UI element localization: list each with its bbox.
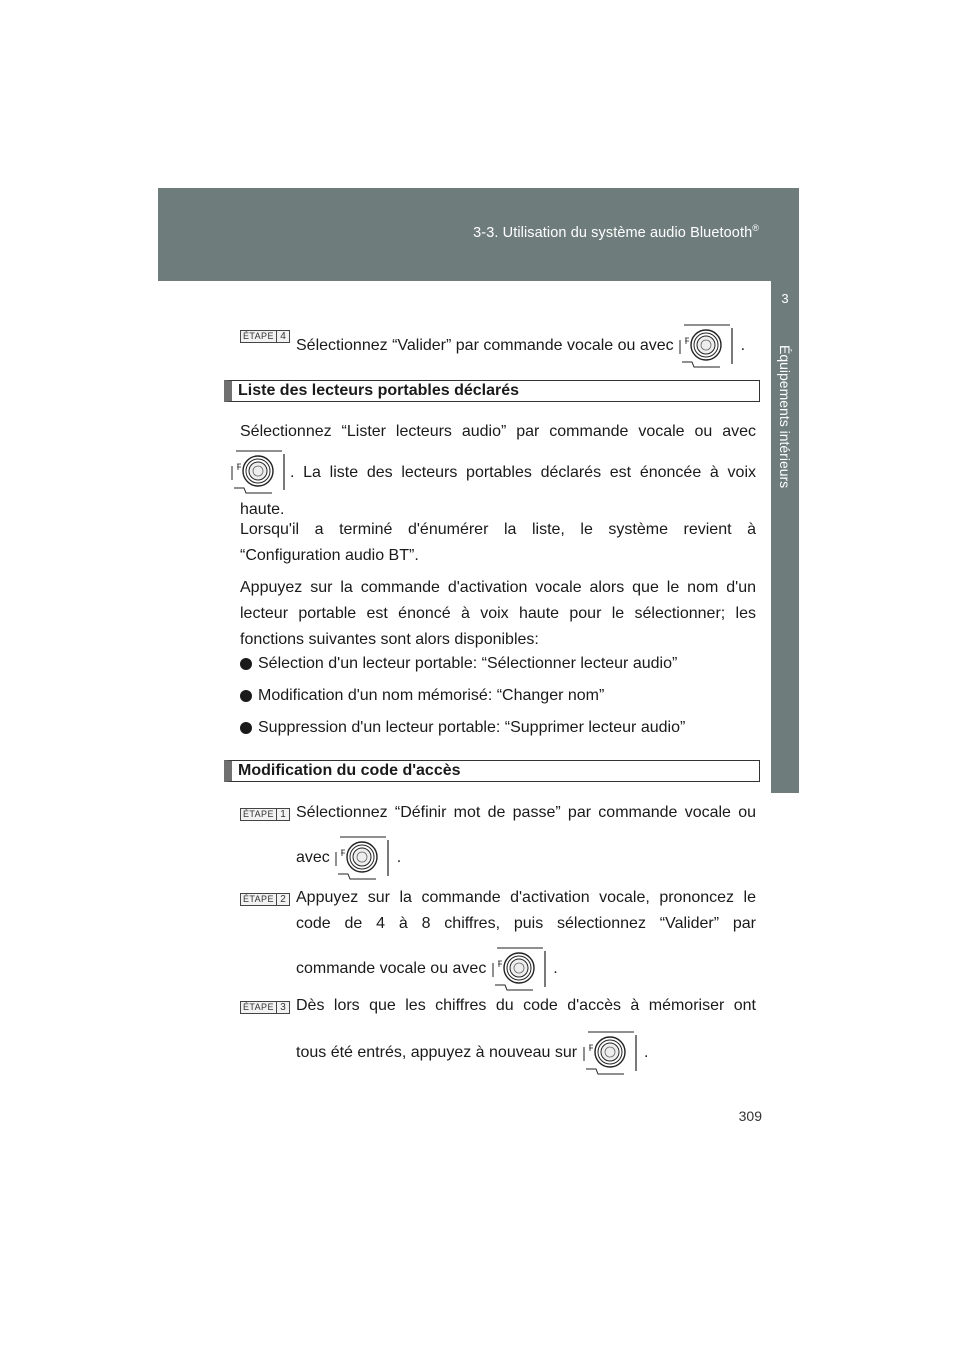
- paragraph-voice-activation: Appuyez sur la commande d'activation vocale alors que le nom d'un lecteur portable est énoncé à voix haute pour le sélectionner; les fonctions suivantes sont alors disponibles:: [240, 579, 756, 648]
- bullet-icon: [240, 690, 252, 702]
- section-heading-access-code: Modification du code d'accès: [224, 760, 760, 782]
- section-title: 3-3. Utilisation du système audio Bluetooth®: [473, 223, 759, 241]
- paragraph-return-config-line1: Lorsqu'il a terminé d'énumérer la liste, le système revient à: [240, 521, 756, 538]
- tune-scroll-dial-icon: [230, 448, 288, 496]
- step-badge: ÉTAPE 3: [240, 1001, 290, 1014]
- tune-scroll-dial-icon: [582, 1029, 640, 1077]
- tune-scroll-dial-icon: [491, 945, 549, 993]
- step-badge: ÉTAPE 4: [240, 330, 290, 343]
- page-number: 309: [738, 1108, 762, 1124]
- page-content: ÉTAPE 4 Sélectionnez “Valider” par commande vocale ou avec . Liste des lecteurs portables déclarés Sélectionnez “Lister lecteurs audio” par commande vocale ou avec . La liste des lecteurs portables déclarés est énoncée à voix haute. Lorsqu'il a terminé d'énumérer la liste, le système revient à “Configuration audio BT”. Appuyez sur la commande d'activation vocale alors que le nom d'un lecteur portable est énoncé à voix haute pour le sélectionner; les fonctions suivantes sont alors disponibles: Sélection d'un lecteur portable: “Sélectionner lecteur audio” Modification d'un nom mémorisé: “Changer nom” Suppression d'un lecteur portable: “Supprimer lecteur audio” Modification du code d'accès ÉTAPE 1 Sélectionnez “Définir mot de passe” par commande vocale ou avec . ÉTAPE 2 Appuyez sur la commande d'activation vocale, prononcez le code de 4 à 8 chiffres, puis sélectionnez “Valider” par commande vocale ou avec . ÉTAPE 3 Dès lors que les chiffres du code d'accès à mémoriser ont tous été entrés, appuyez à nouveau sur .: [0, 0, 960, 1358]
- tune-scroll-dial-icon: [678, 322, 736, 370]
- step-badge: ÉTAPE 1: [240, 808, 290, 821]
- paragraph-list-players-line1: Sélectionnez “Lister lecteurs audio” par commande vocale ou avec: [240, 423, 756, 440]
- bullet-icon: [240, 658, 252, 670]
- chapter-title: Équipements intérieurs: [777, 345, 793, 489]
- paragraph-return-config-line2: “Configuration audio BT”.: [240, 547, 419, 564]
- tune-scroll-dial-icon: [334, 834, 392, 882]
- bullet-icon: [240, 722, 252, 734]
- section-heading-portable-players: Liste des lecteurs portables déclarés: [224, 380, 760, 402]
- paragraph-list-players-line2: . La liste des lecteurs portables déclarés est énoncée à voix: [290, 464, 756, 481]
- paragraph-list-players-line3: haute.: [240, 501, 285, 518]
- chapter-number: 3: [781, 291, 789, 306]
- step-badge: ÉTAPE 2: [240, 893, 290, 906]
